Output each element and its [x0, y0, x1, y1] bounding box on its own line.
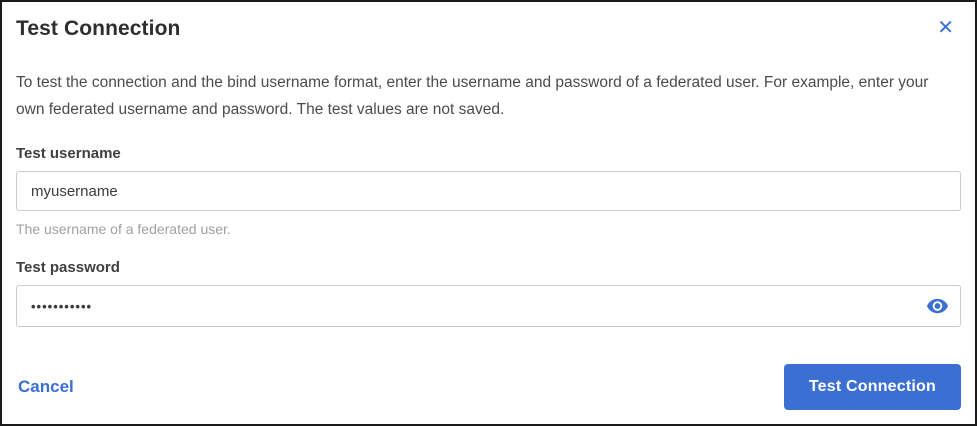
test-password-input[interactable]: [16, 285, 961, 327]
test-username-input[interactable]: [16, 171, 961, 211]
close-icon: ✕: [937, 15, 954, 39]
test-connection-button[interactable]: Test Connection: [784, 364, 961, 410]
dialog-footer: [16, 364, 961, 410]
test-password-input-wrap: [16, 285, 961, 327]
dialog-description: To test the connection and the bind username format, enter the username and password of a federated user. For example, enter your own federated username and password. The test values are not saved.: [16, 74, 929, 118]
dialog-title: Test Connection: [16, 17, 181, 40]
show-password-button[interactable]: [926, 295, 949, 318]
test-password-field: [16, 259, 961, 327]
test-username-helper: The username of a federated user.: [16, 221, 231, 238]
cancel-button[interactable]: Cancel: [18, 377, 74, 396]
test-username-label: Test username: [16, 145, 121, 163]
test-username-field: [16, 145, 961, 237]
close-button[interactable]: [937, 17, 954, 37]
eye-icon: [926, 295, 949, 318]
test-password-label: Test password: [16, 259, 120, 277]
dialog-header: [16, 15, 961, 41]
